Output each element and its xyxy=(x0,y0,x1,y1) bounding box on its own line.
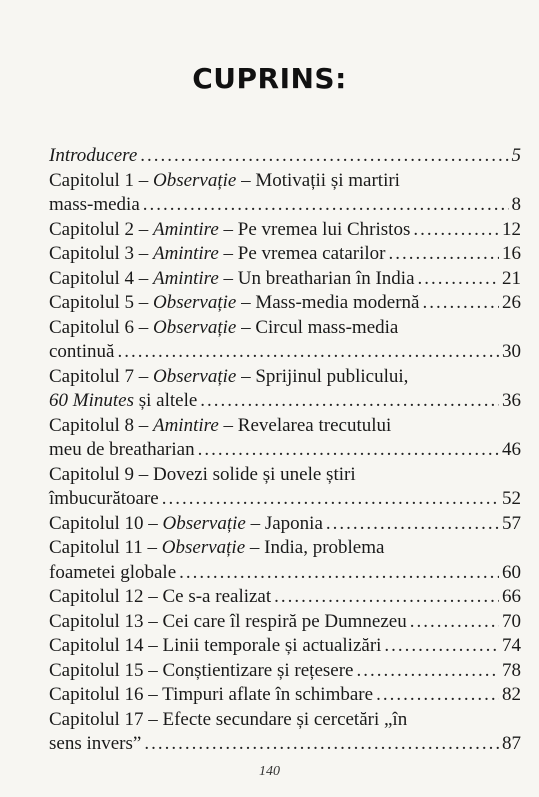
leader-dots xyxy=(144,732,499,757)
toc-entry-capitolul-11: Capitolul 11 – Observație – India, problema xyxy=(49,537,385,558)
toc-entry-title: îmbucurătoare xyxy=(49,488,159,509)
toc-entry-capitolul-4 xyxy=(49,267,521,292)
leader-dots xyxy=(162,487,499,512)
leader-dots xyxy=(422,291,499,316)
toc-entry-page: 70 xyxy=(502,610,521,632)
toc-entry-page: 57 xyxy=(502,512,521,534)
toc-entry-page: 5 xyxy=(511,145,521,166)
toc-entry-capitolul-6: Capitolul 6 – Observație – Circul mass-media xyxy=(49,316,399,338)
toc-entry-capitolul-10 xyxy=(49,512,521,537)
leader-dots xyxy=(410,610,499,635)
toc-entry-page: 8 xyxy=(511,194,521,215)
toc-entry-title: Capitolul 14 – Linii temporale și actualizări xyxy=(49,635,382,656)
toc-entry-capitolul-2 xyxy=(49,218,521,243)
leader-dots xyxy=(384,634,499,659)
toc-entry-page: 78 xyxy=(502,659,521,681)
leader-dots xyxy=(418,267,499,292)
toc-entry-continuation xyxy=(49,561,521,586)
leader-dots xyxy=(274,585,499,610)
toc-entry-title: Capitolul 12 – Ce s-a realizat xyxy=(49,586,272,607)
toc-entry-title: Capitolul 15 – Conștientizare și rețesere xyxy=(49,659,354,681)
toc-entry-continuation xyxy=(49,340,521,365)
toc-entry-page: 60 xyxy=(502,561,521,583)
leader-dots xyxy=(179,561,499,586)
toc-entry-title: Capitolul 2 – Amintire – Pe vremea lui Christos xyxy=(49,218,411,240)
toc-entry-capitolul-5 xyxy=(49,291,521,316)
toc-entry-title: Capitolul 3 – Amintire – Pe vremea catarilor xyxy=(49,243,386,264)
toc-entry-page: 30 xyxy=(502,341,521,362)
leader-dots xyxy=(356,659,499,684)
toc-entry-capitolul-16 xyxy=(49,683,521,708)
leader-dots xyxy=(326,512,499,537)
table-of-contents xyxy=(49,144,521,757)
toc-entry-title: Capitolul 5 – Observație – Mass-media modernă xyxy=(49,292,420,313)
toc-entry-capitolul-17: Capitolul 17 – Efecte secundare și cercetări „în xyxy=(49,708,408,730)
toc-entry-page: 16 xyxy=(502,243,521,264)
toc-entry-title: Introducere xyxy=(49,145,138,166)
leader-dots xyxy=(117,340,499,365)
toc-entry-capitolul-8: Capitolul 8 – Amintire – Revelarea trecutului xyxy=(49,414,392,436)
toc-entry-continuation xyxy=(49,487,521,512)
toc-entry-continuation xyxy=(49,389,521,414)
leader-dots xyxy=(388,242,499,267)
toc-entry-capitolul-14 xyxy=(49,634,521,659)
toc-entry-capitolul-15 xyxy=(49,659,521,684)
toc-entry-title: continuă xyxy=(49,341,115,362)
toc-entry-page: 12 xyxy=(502,218,521,240)
toc-entry-capitolul-3 xyxy=(49,242,521,267)
toc-entry-title: Capitolul 16 – Timpuri aflate în schimbare xyxy=(49,684,374,705)
toc-entry-continuation xyxy=(49,193,521,218)
toc-entry-capitolul-7: Capitolul 7 – Observație – Sprijinul publicului, xyxy=(49,365,409,387)
toc-entry-page: 74 xyxy=(502,635,521,656)
toc-entry-title: mass-media xyxy=(49,194,140,215)
page-number: 140 xyxy=(259,764,280,779)
toc-entry-page: 26 xyxy=(502,292,521,313)
toc-entry-capitolul-9: Capitolul 9 – Dovezi solide și unele știri xyxy=(49,463,356,485)
toc-entry-continuation xyxy=(49,438,521,463)
toc-entry-page: 46 xyxy=(502,439,521,460)
toc-entry-title: Capitolul 4 – Amintire – Un breatharian în India xyxy=(49,267,415,289)
leader-dots xyxy=(376,683,499,708)
leader-dots xyxy=(140,144,508,169)
toc-entry-page: 87 xyxy=(502,733,521,754)
toc-entry-title: sens invers” xyxy=(49,733,142,754)
page-title: CUPRINS: xyxy=(192,62,347,95)
toc-entry-page: 36 xyxy=(502,390,521,411)
toc-entry-page: 82 xyxy=(502,684,521,705)
toc-entry-page: 52 xyxy=(502,488,521,509)
toc-entry-page: 21 xyxy=(502,267,521,289)
toc-entry-title: foametei globale xyxy=(49,561,177,583)
toc-entry-capitolul-1: Capitolul 1 – Observație – Motivații și martiri xyxy=(49,169,400,191)
toc-entry-page: 66 xyxy=(502,586,521,607)
leader-dots xyxy=(413,218,499,243)
toc-entry-continuation xyxy=(49,732,521,757)
leader-dots xyxy=(198,438,499,463)
toc-entry-title: meu de breatharian xyxy=(49,439,195,460)
leader-dots xyxy=(143,193,509,218)
toc-entry-introducere xyxy=(49,144,521,169)
toc-entry-capitolul-13 xyxy=(49,610,521,635)
toc-entry-capitolul-12 xyxy=(49,585,521,610)
leader-dots xyxy=(200,389,499,414)
toc-entry-title: Capitolul 13 – Cei care îl respiră pe Dumnezeu xyxy=(49,610,407,632)
toc-entry-title: 60 Minutes și altele xyxy=(49,390,198,411)
toc-entry-title: Capitolul 10 – Observație – Japonia xyxy=(49,512,323,534)
